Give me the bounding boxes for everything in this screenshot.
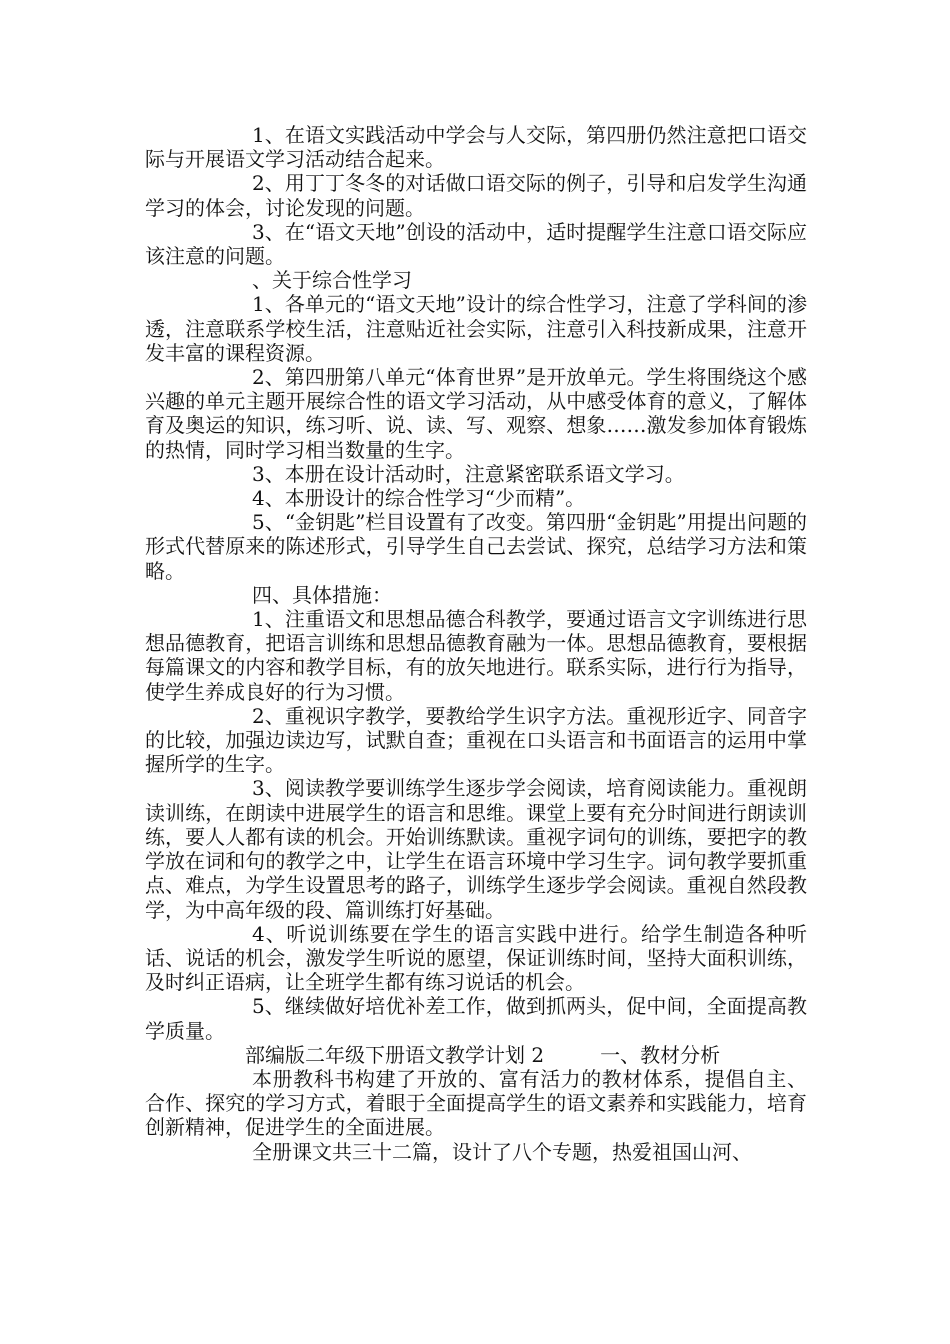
- paragraph-analysis-1: 本册教科书构建了开放的、富有活力的教材体系，提倡自主、合作、探究的学习方式，着眼于全面提高学生的语文素养和实践能力，培育创新精神，促进学生的全面进展。: [145, 1066, 807, 1140]
- document-page: [145, 123, 807, 1164]
- section-heading-textbook-analysis: 一、教材分析: [600, 1042, 721, 1067]
- paragraph-measure-5: 5、继续做好培优补差工作，做到抓两头，促中间，全面提高教学质量。: [145, 994, 807, 1043]
- paragraph-comprehensive-3: 3、本册在设计活动时，注意紧密联系语文学习。: [252, 461, 685, 486]
- paragraph-measure-3: 3、阅读教学要训练学生逐步学会阅读，培育阅读能力。重视朗读训练，在朗读中进展学生的语言和思维。课堂上要有充分时间进行朗读训练，要人人都有读的机会。开始训练默读。重视字词句的训练，要把字的教学放在词和句的教学之中，让学生在语言环境中学习生字。词句教学要抓重点、难点，为学生设置思考的路子，训练学生逐步学会阅读。重视自然段教学，为中高年级的段、篇训练打好基础。: [145, 776, 807, 922]
- paragraph-oral-3: 3、在“语文天地”创设的活动中，适时提醒学生注意口语交际应该注意的问题。: [145, 219, 807, 269]
- paragraph-measure-4: 4、听说训练要在学生的语言实践中进行。给学生制造各种听话、说话的机会，激发学生听说的愿望，保证训练时间，坚持大面积训练，及时纠正语病，让全班学生都有练习说话的机会。: [145, 921, 807, 995]
- paragraph-comprehensive-5: 5、“金钥匙”栏目设置有了改变。第四册“金钥匙”用提出问题的形式代替原来的陈述形式，引导学生自己去尝试、探究，总结学习方法和策略。: [145, 510, 807, 583]
- paragraph-analysis-2: 全册课文共三十二篇，设计了八个专题，热爱祖国山河、: [252, 1139, 752, 1164]
- paragraph-measure-2: 2、重视识字教学，要教给学生识字方法。重视形近字、同音字的比较，加强边读边写，试默自查；重视在口头语言和书面语言的运用中掌握所学的生字。: [145, 703, 807, 777]
- paragraph-comprehensive-1: 1、各单元的“语文天地”设计的综合性学习，注意了学科间的渗透，注意联系学校生活，注意贴近社会实际，注意引入科技新成果，注意开发丰富的课程资源。: [145, 292, 807, 365]
- heading-measures: 四、具体措施：: [252, 582, 392, 607]
- paragraph-oral-2: 2、用丁丁冬冬的对话做口语交际的例子，引导和启发学生沟通学习的体会，讨论发现的问题。: [145, 171, 807, 220]
- paragraph-oral-1: 1、在语文实践活动中学会与人交际，第四册仍然注意把口语交际与开展语文学习活动结合起来。: [145, 123, 807, 172]
- plan-title: 部编版二年级下册语文教学计划 2: [245, 1042, 545, 1067]
- paragraph-comprehensive-2: 2、第四册第八单元“体育世界”是开放单元。学生将围绕这个感兴趣的单元主题开展综合性的语文学习活动，从中感受体育的意义，了解体育及奥运的知识，练习听、说、读、写、观察、想象……激发参加体育锻炼的热情，同时学习相当数量的生字。: [145, 365, 807, 462]
- heading-comprehensive-learning: 、关于综合性学习: [252, 268, 412, 293]
- paragraph-measure-1: 1、注重语文和思想品德合科教学，要通过语言文字训练进行思想品德教育，把语言训练和思想品德教育融为一体。思想品德教育，要根据每篇课文的内容和教学目标，有的放矢地进行。联系实际，进行行为指导，使学生养成良好的行为习惯。: [145, 607, 807, 704]
- plan-title-line: [145, 1043, 807, 1067]
- paragraph-comprehensive-4: 4、本册设计的综合性学习“少而精”。: [252, 486, 586, 511]
